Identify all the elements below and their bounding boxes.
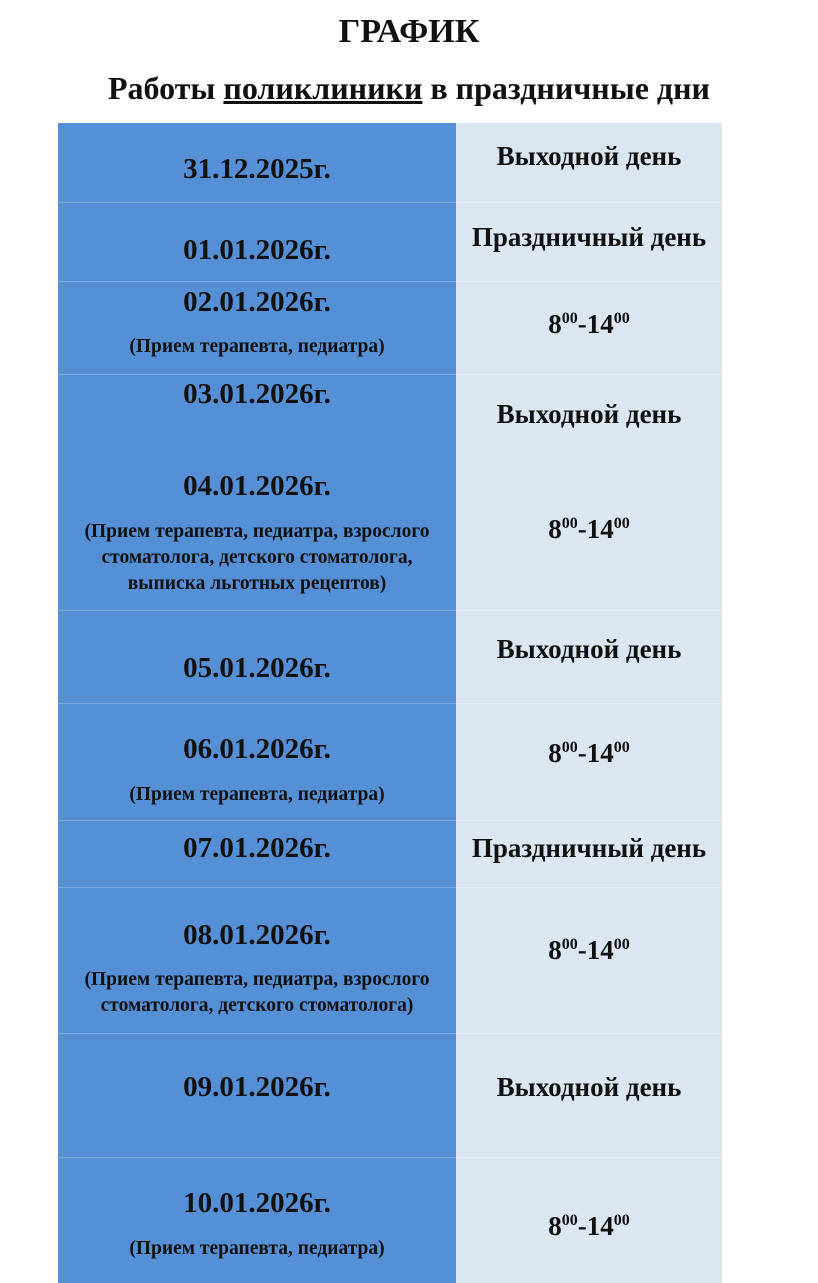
working-hours: $8^{00}-14^{00}$	[548, 738, 630, 768]
status-text: Праздничный день	[471, 833, 707, 863]
note-line: выписка льготных рецептов)	[127, 573, 387, 594]
note-line: стоматолога, детского стоматолога,	[101, 547, 413, 568]
date-cell	[58, 375, 456, 455]
table-row	[58, 888, 722, 1034]
status-cell	[456, 375, 722, 455]
status-cell	[456, 123, 722, 203]
date-text: 05.01.2026г.	[183, 652, 331, 684]
date-text: 04.01.2026г.	[183, 470, 331, 502]
table-row	[58, 704, 722, 821]
note-text: (Прием терапевта, педиатра)	[129, 784, 385, 805]
table-row	[58, 455, 722, 611]
status-text: Праздничный день	[471, 222, 707, 252]
note-line: (Прием терапевта, педиатра, взрослого	[84, 969, 430, 990]
date-cell	[58, 203, 456, 282]
date-text: 02.01.2026г.	[183, 286, 331, 318]
status-cell	[456, 1034, 722, 1158]
date-cell	[58, 704, 456, 821]
status-cell	[456, 203, 722, 282]
date-cell	[58, 821, 456, 888]
subtitle-suffix: в праздничные дни	[422, 70, 710, 106]
status-cell	[456, 821, 722, 888]
date-cell	[58, 888, 456, 1034]
date-cell	[58, 1034, 456, 1158]
status-text: Выходной день	[496, 141, 682, 171]
page-title: ГРАФИК	[338, 13, 480, 50]
status-cell	[456, 455, 722, 611]
table-row	[58, 203, 722, 282]
status-cell	[456, 888, 722, 1034]
table-row	[58, 282, 722, 375]
note-line: стоматолога, детского стоматолога)	[100, 995, 414, 1016]
table-row	[58, 611, 722, 704]
status-cell	[456, 282, 722, 375]
date-text: 03.01.2026г.	[183, 378, 331, 410]
table-row	[58, 375, 722, 455]
date-text: 31.12.2025г.	[183, 153, 331, 185]
table-row	[58, 1158, 722, 1283]
date-cell	[58, 1158, 456, 1283]
working-hours: $8^{00}-14^{00}$	[548, 514, 630, 544]
status-cell	[456, 611, 722, 704]
date-text: 10.01.2026г.	[183, 1187, 331, 1219]
status-text: Выходной день	[496, 634, 682, 664]
table-row	[58, 1034, 722, 1158]
note-text: (Прием терапевта, педиатра)	[129, 1238, 385, 1259]
status-cell	[456, 1158, 722, 1283]
note-text: (Прием терапевта, педиатра)	[129, 336, 385, 357]
table-row	[58, 821, 722, 888]
date-text: 01.01.2026г.	[183, 234, 331, 266]
subtitle-underlined-word: поликлиники	[223, 70, 423, 106]
date-text: 09.01.2026г.	[183, 1071, 331, 1103]
date-text: 07.01.2026г.	[183, 832, 331, 864]
date-text: 08.01.2026г.	[183, 919, 331, 951]
working-hours: $8^{00}-14^{00}$	[548, 935, 630, 965]
date-cell	[58, 455, 456, 611]
page-subtitle	[0, 66, 818, 110]
status-cell	[456, 704, 722, 821]
subtitle-prefix: Работы	[108, 70, 224, 106]
date-cell	[58, 282, 456, 375]
date-text: 06.01.2026г.	[183, 733, 331, 765]
date-cell	[58, 123, 456, 203]
table-row	[58, 123, 722, 203]
schedule-table	[58, 123, 722, 1283]
date-cell	[58, 611, 456, 704]
status-text: Выходной день	[496, 399, 682, 429]
working-hours: $8^{00}-14^{00}$	[548, 309, 630, 339]
working-hours: $8^{00}-14^{00}$	[548, 1211, 630, 1241]
status-text: Выходной день	[496, 1072, 682, 1102]
note-line: (Прием терапевта, педиатра, взрослого	[84, 521, 430, 542]
